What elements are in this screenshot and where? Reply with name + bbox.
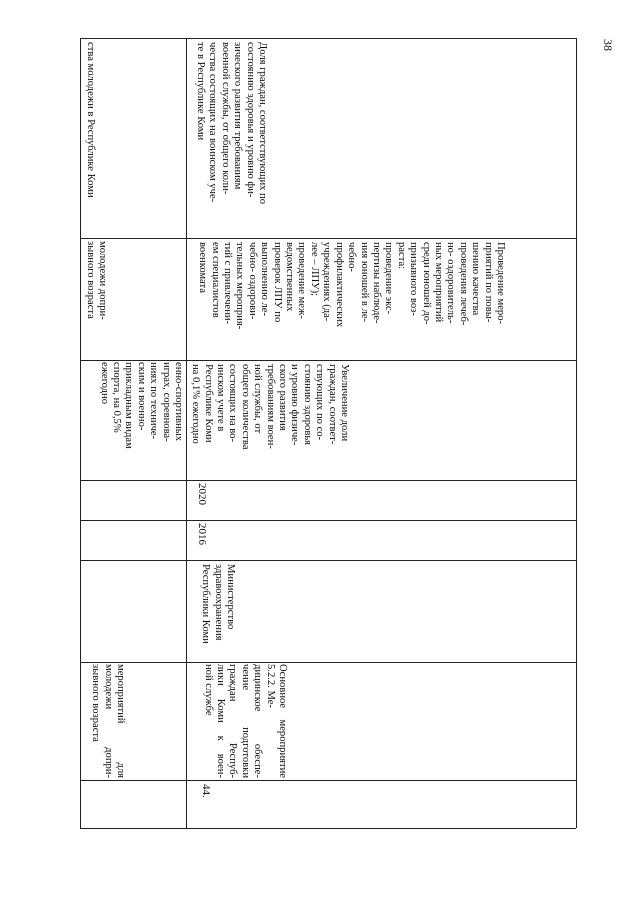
text-line: Проведение меро-	[495, 242, 506, 325]
text-line: спорта, на 0,5%	[110, 362, 122, 433]
text-line: зывного возраста	[90, 664, 102, 742]
text-line: раста:	[395, 242, 407, 270]
text-line: учреждениях (да-	[321, 242, 333, 322]
row-44-name-cell	[202, 664, 288, 778]
text-line: те в Республике Коми	[194, 42, 206, 141]
top-row-target-cell	[80, 42, 96, 234]
text-line: енно-спортивных	[173, 362, 184, 442]
text-line: призывного воз-	[408, 242, 420, 316]
text-line: ведомственных	[284, 242, 296, 312]
row-number: 44.	[200, 784, 212, 798]
text-line: инском учете в	[214, 364, 226, 432]
text-line: Доля граждан, соответствующих по	[257, 42, 268, 205]
row-44-year-start: 2016	[196, 523, 208, 545]
text-line: но- оздоровитель-	[445, 242, 457, 324]
text-line: Республике Коми	[202, 364, 214, 443]
text-line: здравоохранения	[212, 564, 224, 641]
text-line: лики Коми к воен-	[214, 664, 226, 778]
text-line: проведение меж-	[296, 242, 308, 319]
row-44-activity-cell	[192, 242, 506, 360]
text-line: ежегодно	[98, 362, 110, 405]
text-line: чества состоящих на воинском уче-	[207, 42, 219, 203]
text-line: военной службы, от общего коли-	[219, 42, 231, 195]
text-line: Увеличение доли	[339, 364, 350, 442]
text-line: молодежи допри-	[97, 241, 108, 320]
text-line: ем специалистов	[209, 242, 221, 318]
text-line: ского развития	[276, 364, 288, 431]
text-line: ния юношей в ле-	[358, 242, 370, 323]
text-line: состоянию здоровья и уровню фи-	[244, 42, 256, 198]
text-line: лее – ЛПУ);	[308, 242, 320, 297]
text-line: ных мероприятий	[432, 242, 444, 323]
text-line: ским и военно-	[135, 362, 147, 431]
row-44-indicator-cell	[186, 364, 350, 480]
column-line	[80, 360, 576, 361]
column-line	[80, 480, 576, 481]
text-line: ниях по техниче-	[148, 362, 160, 440]
text-line: мероприятий для	[115, 664, 126, 778]
text-line: зывного возраста	[84, 241, 96, 319]
table-border-right	[576, 38, 577, 828]
text-line: проведение экс-	[383, 242, 395, 315]
text-line: играх, соревнова-	[160, 362, 172, 442]
text-line: Министерство	[225, 564, 236, 630]
text-line: чебно-	[346, 242, 358, 272]
text-line: ной службе	[202, 664, 214, 716]
row-44-year-end: 2020	[196, 483, 208, 505]
top-row-name-cell	[82, 664, 126, 778]
text-line: и уровню физиче-	[289, 364, 301, 446]
text-line: проведения лечеб-	[457, 242, 469, 326]
text-line: тельных мероприя-	[234, 242, 246, 330]
text-line: дицинское обеспе-	[252, 664, 264, 778]
text-line: зического развития требованиям	[232, 42, 244, 190]
text-line: тий с привлечени-	[222, 242, 234, 325]
text-line: проверок ЛПУ по	[271, 242, 283, 323]
text-line: шению качества	[470, 242, 482, 316]
column-line	[80, 560, 576, 561]
column-line	[80, 38, 576, 39]
top-row-activity-cell	[80, 241, 108, 359]
text-line: чебно- оздорови-	[246, 242, 258, 320]
text-line: на 0,1% ежегодно	[190, 364, 202, 444]
text-line: прикладным видам	[123, 362, 135, 449]
text-line: общего количества	[239, 364, 251, 450]
text-line: Республики Коми	[200, 564, 212, 644]
top-row-indicator-cell	[84, 362, 184, 480]
text-line: чение подготовки	[239, 664, 251, 778]
column-line	[80, 238, 576, 239]
text-line: среди юношей до-	[420, 242, 432, 325]
table-border-bottom	[80, 828, 576, 829]
text-line: стоянию здоровья	[301, 364, 313, 446]
text-line: состоящих на во-	[227, 364, 239, 442]
text-line: Основное мероприятие 5.2.2. Ме-	[264, 664, 288, 778]
text-line: выполнению ле-	[259, 242, 271, 317]
text-line: приятий по повы-	[482, 242, 494, 323]
text-line: военкомата	[197, 242, 209, 293]
text-line: ства молодежи в Республике Коми	[85, 42, 96, 198]
text-line: граждан, соответ-	[326, 364, 338, 445]
column-line	[80, 520, 576, 521]
text-line: граждан Респуб-	[227, 664, 239, 778]
text-line: профилактических	[333, 242, 345, 328]
text-line: требованиям воен-	[264, 364, 276, 449]
column-line	[80, 780, 576, 781]
text-line: пертизы наблюде-	[370, 242, 382, 324]
text-line: ной службы, от	[252, 364, 264, 434]
page-number: 38	[601, 39, 615, 51]
column-line	[80, 662, 576, 663]
text-line: молодежи допри-	[102, 664, 114, 778]
row-44-target-cell	[190, 42, 268, 234]
row-44-executor-cell	[194, 564, 236, 660]
text-line: ствующих по со-	[314, 364, 326, 441]
